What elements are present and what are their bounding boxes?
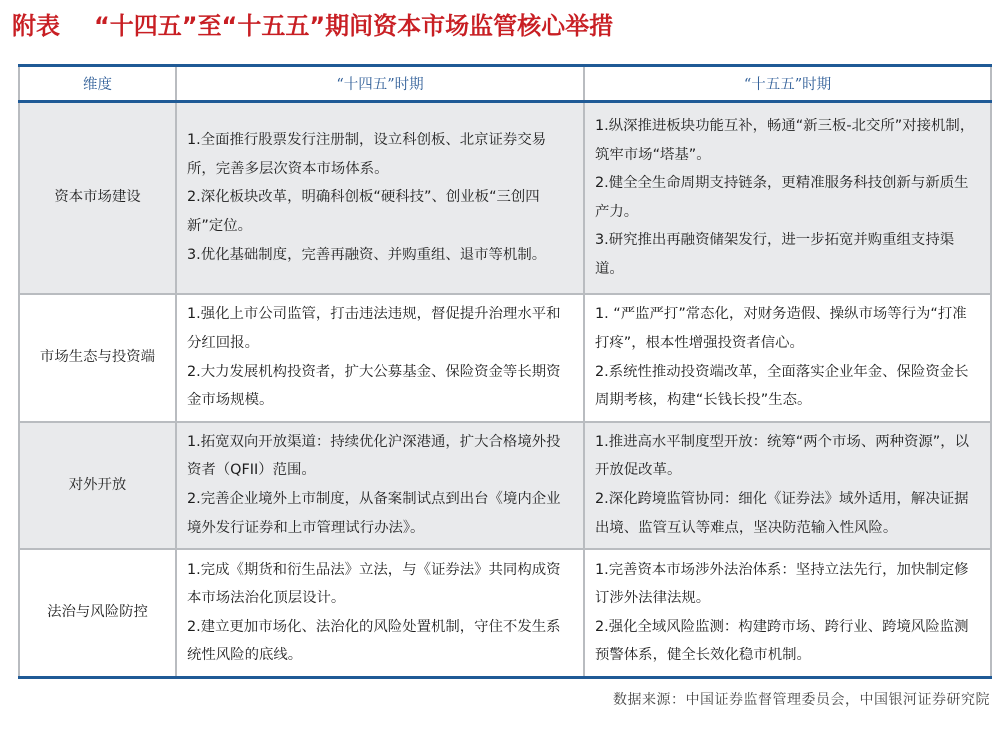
- measure-item: 1.全面推行股票发行注册制，设立科创板、北京证券交易所，完善多层次资本市场体系。: [187, 132, 547, 177]
- title-text: “十四五”至“十五五”期间资本市场监管核心举措: [94, 12, 614, 40]
- measures-table: [18, 64, 992, 679]
- plan15-cell: [584, 102, 991, 294]
- dimension-cell: 资本市场建设: [19, 102, 176, 294]
- dimension-cell: 法治与风险防控: [19, 549, 176, 678]
- measure-item: 1.纵深推进板块功能互补，畅通“新三板-北交所”对接机制，筑牢市场“塔基”。: [595, 117, 975, 163]
- measure-item: 2.大力发展机构投资者，扩大公募基金、保险资金等长期资金市场规模。: [187, 363, 561, 409]
- measure-item: 1.拓宽双向开放渠道：持续优化沪深港通，扩大合格境外投资者（QFII）范围。: [187, 433, 561, 479]
- dimension-cell: 对外开放: [19, 422, 176, 549]
- measure-item: 2.建立更加市场化、法治化的风险处置机制，守住不发生系统性风险的底线。: [187, 618, 561, 664]
- table-row: [19, 422, 991, 549]
- measure-item: 3.研究推出再融资储架发行，进一步拓宽并购重组支持渠道。: [595, 232, 955, 277]
- measure-item: 2.深化跨境监管协同：细化《证券法》域外适用，解决证据出境、监管互认等难点，坚决防范输入性风险。: [595, 491, 969, 536]
- plan14-cell: [176, 294, 584, 422]
- measure-item: 1.强化上市公司监管，打击违法违规，督促提升治理水平和分红回报。: [187, 306, 561, 351]
- measure-item: 1.完善资本市场涉外法治体系：坚持立法先行，加快制定修订涉外法律法规。: [595, 561, 969, 607]
- measure-item: 1.完成《期货和衍生品法》立法，与《证券法》共同构成资本市场法治化顶层设计。: [187, 561, 561, 607]
- measure-item: 2.深化板块改革，明确科创板“硬科技”、创业板“三创四新”定位。: [187, 189, 540, 235]
- header-dimension: 维度: [19, 66, 176, 102]
- plan15-cell: [584, 549, 991, 678]
- data-source-note: 数据来源：中国证券监督管理委员会，中国银河证券研究院: [613, 692, 990, 708]
- plan14-cell: [176, 549, 584, 678]
- plan14-cell: [176, 422, 584, 549]
- header-14th-plan: “十四五”时期: [176, 66, 584, 102]
- measure-item: 2.完善企业境外上市制度，从备案制试点到出台《境内企业境外发行证券和上市管理试行办法》。: [187, 491, 561, 536]
- dimension-cell: 市场生态与投资端: [19, 294, 176, 422]
- document-title: [12, 6, 613, 46]
- measure-item: 2.系统性推动投资端改革，全面落实企业年金、保险资金长周期考核，构建“长钱长投”生态。: [595, 363, 969, 409]
- header-15th-plan: “十五五”时期: [584, 66, 991, 102]
- table-row: [19, 102, 991, 294]
- plan15-cell: [584, 294, 991, 422]
- plan15-cell: [584, 422, 991, 549]
- measure-item: 1.推进高水平制度型开放：统筹“两个市场、两种资源”，以开放促改革。: [595, 433, 970, 479]
- title-label: 附表: [12, 12, 60, 40]
- measure-item: 2.强化全域风险监测：构建跨市场、跨行业、跨境风险监测预警体系，健全长效化稳市机制。: [595, 618, 969, 664]
- measure-item: 2.健全全生命周期支持链条，更精准服务科技创新与新质生产力。: [595, 175, 969, 220]
- table-row: [19, 294, 991, 422]
- table-row: [19, 549, 991, 678]
- measures-table-container: [18, 64, 990, 679]
- measure-item: 3.优化基础制度，完善再融资、并购重组、退市等机制。: [187, 246, 547, 263]
- table-header-row: [19, 66, 991, 102]
- plan14-cell: [176, 102, 584, 294]
- measure-item: 1. “严监严打”常态化，对财务造假、操纵市场等行为“打准打疼”，根本性增强投资者信心。: [595, 306, 967, 351]
